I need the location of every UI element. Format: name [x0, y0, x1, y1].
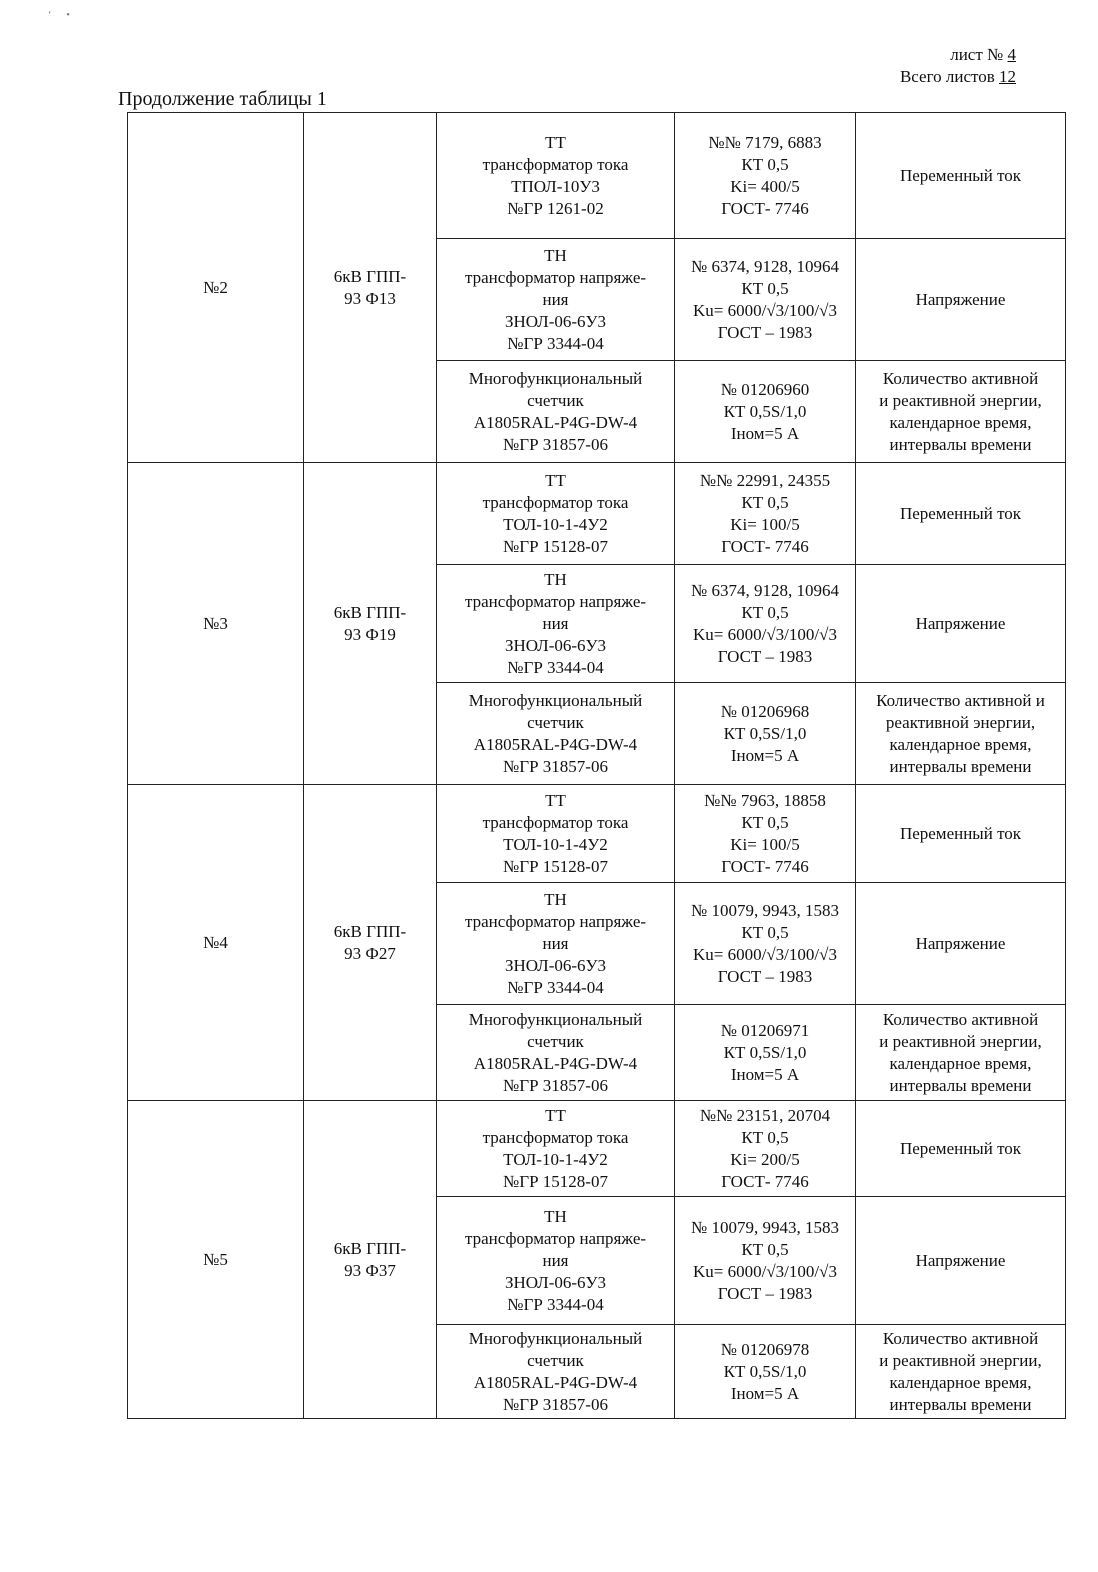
device-type-line: ния — [542, 613, 569, 633]
measured-quantity-cell — [856, 1101, 1066, 1197]
device-params-cell — [675, 683, 856, 785]
channel-number-cell: №4 — [128, 785, 304, 1101]
device-type-line: ТОЛ-10-1-4У2 — [503, 1149, 608, 1169]
measured-quantity-line: и реактивной энергии, — [879, 1031, 1042, 1051]
device-params-line: № 6374, 9128, 10964 — [691, 256, 839, 276]
device-params-cell — [675, 1325, 856, 1419]
device-type-line: ТТ — [545, 790, 566, 810]
measured-quantity-line: и реактивной энергии, — [879, 1350, 1042, 1370]
device-params-line: КТ 0,5S/1,0 — [723, 401, 807, 421]
sheet-info — [900, 44, 1016, 88]
device-type-line: А1805RAL-P4G-DW-4 — [473, 412, 638, 432]
device-type-line: №ГР 1261-02 — [507, 198, 604, 218]
device-type-line: счетчик — [527, 712, 584, 732]
device-params-line: № 01206960 — [720, 379, 810, 399]
device-params-line: ГОСТ – 1983 — [717, 646, 813, 666]
device-type-line: трансформатор напряже- — [464, 591, 647, 611]
measured-quantity-line: календарное время, — [889, 412, 1032, 432]
feeder-name-line: 6кВ ГПП- — [333, 1238, 407, 1258]
device-params-line: № 01206971 — [720, 1020, 810, 1040]
measured-quantity-cell — [856, 785, 1066, 883]
measurement-table — [127, 112, 1066, 1419]
device-params-line: КТ 0,5S/1,0 — [723, 1042, 807, 1062]
measured-quantity-line: Напряжение — [915, 933, 1006, 953]
measured-quantity-cell — [856, 113, 1066, 239]
device-params-cell — [675, 361, 856, 463]
device-type-line: ТПОЛ-10У3 — [511, 176, 600, 196]
device-params-cell — [675, 1101, 856, 1197]
device-params-line: ГОСТ – 1983 — [717, 322, 813, 342]
device-params-line: ГОСТ- 7746 — [721, 536, 809, 556]
device-type-cell — [437, 785, 675, 883]
device-type-line: №ГР 31857-06 — [503, 1075, 608, 1095]
device-type-line: счетчик — [527, 1031, 584, 1051]
feeder-name-line: 93 Ф13 — [344, 288, 396, 308]
measured-quantity-line: Переменный ток — [899, 823, 1022, 843]
device-params-line: № 01206978 — [720, 1339, 810, 1359]
measured-quantity-line: Напряжение — [915, 613, 1006, 633]
device-params-line: КТ 0,5 — [741, 922, 789, 942]
table-row — [128, 1101, 1066, 1197]
device-params-line: Iном=5 А — [730, 745, 800, 765]
measured-quantity-cell — [856, 883, 1066, 1005]
device-type-cell — [437, 1197, 675, 1325]
device-params-line: №№ 23151, 20704 — [699, 1105, 831, 1125]
measured-quantity-cell — [856, 1197, 1066, 1325]
device-type-cell — [437, 1101, 675, 1197]
device-params-line: ГОСТ – 1983 — [717, 1283, 813, 1303]
device-type-line: ТТ — [545, 470, 566, 490]
device-type-line: Многофункциональный — [468, 1328, 643, 1348]
device-type-line: №ГР 31857-06 — [503, 756, 608, 776]
device-params-line: КТ 0,5S/1,0 — [723, 1361, 807, 1381]
table-row — [128, 113, 1066, 239]
table-row — [128, 785, 1066, 883]
measured-quantity-line: календарное время, — [889, 1372, 1032, 1392]
measured-quantity-line: Количество активной — [882, 1009, 1039, 1029]
device-type-line: А1805RAL-P4G-DW-4 — [473, 1372, 638, 1392]
device-type-line: ЗНОЛ-06-6У3 — [504, 311, 607, 331]
device-params-cell — [675, 463, 856, 565]
device-params-line: №№ 22991, 24355 — [699, 470, 831, 490]
device-type-line: ТОЛ-10-1-4У2 — [503, 514, 608, 534]
feeder-name-line: 93 Ф27 — [344, 943, 396, 963]
device-type-line: №ГР 3344-04 — [507, 1294, 604, 1314]
device-params-line: ГОСТ- 7746 — [721, 856, 809, 876]
measured-quantity-cell — [856, 1325, 1066, 1419]
device-type-line: ЗНОЛ-06-6У3 — [504, 1272, 607, 1292]
device-type-line: №ГР 31857-06 — [503, 1394, 608, 1414]
device-type-cell — [437, 361, 675, 463]
device-type-line: А1805RAL-P4G-DW-4 — [473, 734, 638, 754]
device-type-line: ТН — [544, 1206, 567, 1226]
device-type-line: №ГР 31857-06 — [503, 434, 608, 454]
device-params-line: № 01206968 — [720, 701, 810, 721]
device-type-line: ТН — [544, 889, 567, 909]
device-params-line: Ki= 200/5 — [730, 1149, 800, 1169]
device-params-line: ГОСТ- 7746 — [721, 1171, 809, 1191]
device-type-line: трансформатор тока — [482, 1127, 629, 1147]
device-type-line: №ГР 3344-04 — [507, 333, 604, 353]
device-type-line: счетчик — [527, 390, 584, 410]
device-params-line: КТ 0,5 — [741, 1239, 789, 1259]
device-type-line: ТН — [544, 569, 567, 589]
device-type-line: А1805RAL-P4G-DW-4 — [473, 1053, 638, 1073]
device-params-line: Ki= 400/5 — [730, 176, 800, 196]
device-type-cell — [437, 463, 675, 565]
feeder-name-line: 6кВ ГПП- — [333, 266, 407, 286]
device-params-line: КТ 0,5 — [741, 812, 789, 832]
measured-quantity-line: календарное время, — [889, 734, 1032, 754]
table-row — [128, 463, 1066, 565]
device-params-cell — [675, 565, 856, 683]
device-params-line: Ki= 100/5 — [730, 514, 800, 534]
device-params-line: КТ 0,5 — [741, 278, 789, 298]
device-params-line: КТ 0,5 — [741, 1127, 789, 1147]
device-params-line: № 10079, 9943, 1583 — [691, 1217, 839, 1237]
measured-quantity-cell — [856, 565, 1066, 683]
device-type-line: №ГР 15128-07 — [503, 856, 608, 876]
device-type-line: счетчик — [527, 1350, 584, 1370]
device-type-cell — [437, 565, 675, 683]
measured-quantity-line: Переменный ток — [899, 165, 1022, 185]
device-type-line: трансформатор тока — [482, 492, 629, 512]
device-type-line: ния — [542, 289, 569, 309]
feeder-name-line: 6кВ ГПП- — [333, 921, 407, 941]
measured-quantity-line: интервалы времени — [889, 434, 1032, 454]
measured-quantity-cell — [856, 683, 1066, 785]
feeder-name-line: 93 Ф19 — [344, 624, 396, 644]
device-params-line: Iном=5 А — [730, 423, 800, 443]
device-params-line: Iном=5 А — [730, 1383, 800, 1403]
measured-quantity-cell — [856, 239, 1066, 361]
total-pages-line — [900, 66, 1016, 88]
feeder-name-cell — [304, 785, 437, 1101]
device-type-line: №ГР 3344-04 — [507, 657, 604, 677]
device-params-line: ГОСТ- 7746 — [721, 198, 809, 218]
device-params-line: № 10079, 9943, 1583 — [691, 900, 839, 920]
measured-quantity-cell — [856, 1005, 1066, 1101]
device-params-line: КТ 0,5 — [741, 154, 789, 174]
device-type-line: трансформатор тока — [482, 812, 629, 832]
device-type-line: №ГР 15128-07 — [503, 536, 608, 556]
device-type-line: №ГР 3344-04 — [507, 977, 604, 997]
channel-number-cell: №5 — [128, 1101, 304, 1419]
device-params-line: №№ 7963, 18858 — [704, 790, 826, 810]
device-type-cell — [437, 113, 675, 239]
device-params-line: № 6374, 9128, 10964 — [691, 580, 839, 600]
device-params-line: Ku= 6000/√3/100/√3 — [693, 624, 837, 644]
device-type-cell — [437, 683, 675, 785]
measured-quantity-line: Количество активной — [882, 368, 1039, 388]
device-params-line: Ku= 6000/√3/100/√3 — [693, 1261, 837, 1281]
device-type-line: трансформатор напряже- — [464, 267, 647, 287]
device-params-line: КТ 0,5 — [741, 492, 789, 512]
measured-quantity-line: Количество активной — [882, 1328, 1039, 1348]
device-params-line: Ki= 100/5 — [730, 834, 800, 854]
device-params-cell — [675, 113, 856, 239]
feeder-name-cell — [304, 1101, 437, 1419]
device-type-line: ния — [542, 933, 569, 953]
channel-number-cell: №2 — [128, 113, 304, 463]
device-params-line: КТ 0,5S/1,0 — [723, 723, 807, 743]
measured-quantity-line: интервалы времени — [889, 756, 1032, 776]
feeder-name-cell — [304, 113, 437, 463]
device-params-cell — [675, 785, 856, 883]
device-type-line: Многофункциональный — [468, 690, 643, 710]
device-type-line: ТТ — [545, 132, 566, 152]
device-params-line: Ku= 6000/√3/100/√3 — [693, 300, 837, 320]
device-params-cell — [675, 1005, 856, 1101]
measured-quantity-line: календарное время, — [889, 1053, 1032, 1073]
device-type-cell — [437, 883, 675, 1005]
device-type-line: трансформатор тока — [482, 154, 629, 174]
device-params-cell — [675, 239, 856, 361]
feeder-name-line: 6кВ ГПП- — [333, 602, 407, 622]
device-params-line: ГОСТ – 1983 — [717, 966, 813, 986]
measured-quantity-line: интервалы времени — [889, 1394, 1032, 1414]
device-type-cell — [437, 1005, 675, 1101]
device-type-line: ЗНОЛ-06-6У3 — [504, 635, 607, 655]
measured-quantity-line: и реактивной энергии, — [879, 390, 1042, 410]
device-type-line: Многофункциональный — [468, 368, 643, 388]
total-number: 12 — [999, 67, 1016, 86]
measured-quantity-cell — [856, 361, 1066, 463]
page-number: 4 — [1007, 45, 1016, 64]
device-type-line: трансформатор напряже- — [464, 1228, 647, 1248]
device-type-line: ТН — [544, 245, 567, 265]
device-type-line: Многофункциональный — [468, 1009, 643, 1029]
device-params-line: №№ 7179, 6883 — [708, 132, 822, 152]
device-params-cell — [675, 1197, 856, 1325]
device-params-cell — [675, 883, 856, 1005]
device-type-cell — [437, 239, 675, 361]
device-type-line: трансформатор напряже- — [464, 911, 647, 931]
page-label: лист № — [950, 45, 1004, 64]
measured-quantity-line: интервалы времени — [889, 1075, 1032, 1095]
feeder-name-cell — [304, 463, 437, 785]
device-params-line: Ku= 6000/√3/100/√3 — [693, 944, 837, 964]
page-number-line — [900, 44, 1016, 66]
table-continuation-title: Продолжение таблицы 1 — [118, 88, 327, 110]
measured-quantity-cell — [856, 463, 1066, 565]
device-params-line: Iном=5 А — [730, 1064, 800, 1084]
measured-quantity-line: Напряжение — [915, 1250, 1006, 1270]
measured-quantity-line: Переменный ток — [899, 503, 1022, 523]
measured-quantity-line: реактивной энергии, — [885, 712, 1036, 732]
total-label: Всего листов — [899, 67, 995, 86]
channel-number-cell: №3 — [128, 463, 304, 785]
device-type-line: ТОЛ-10-1-4У2 — [503, 834, 608, 854]
device-type-line: ЗНОЛ-06-6У3 — [504, 955, 607, 975]
device-type-line: №ГР 15128-07 — [503, 1171, 608, 1191]
device-type-line: ния — [542, 1250, 569, 1270]
device-type-cell — [437, 1325, 675, 1419]
device-type-line: ТТ — [545, 1105, 566, 1125]
feeder-name-line: 93 Ф37 — [344, 1260, 396, 1280]
measured-quantity-line: Переменный ток — [899, 1138, 1022, 1158]
scan-specks: ‘ • — [48, 10, 70, 21]
measured-quantity-line: Количество активной и — [876, 690, 1045, 710]
device-params-line: КТ 0,5 — [741, 602, 789, 622]
measured-quantity-line: Напряжение — [915, 289, 1006, 309]
